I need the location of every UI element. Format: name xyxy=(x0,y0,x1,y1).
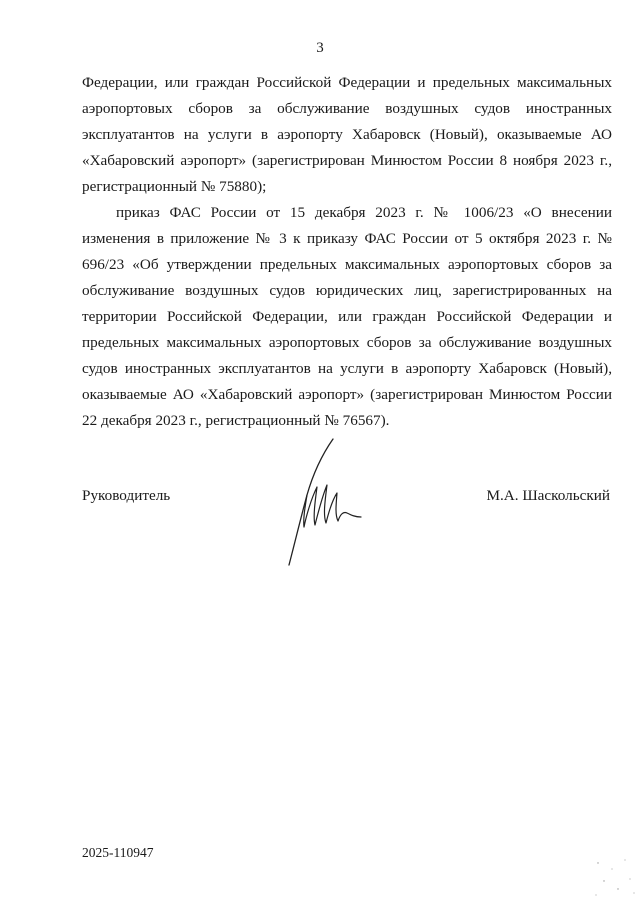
paragraph-continuation: Федерации, или граждан Российской Федерации и предельных максимальных аэропортовых сборов за обслуживание воздушных судов иностранных эксплуатантов на услуги в аэропорту Хабаровск (Новый), оказываемые АО «Хабаровский аэропорт» (зарегистрирован Минюстом России 8 ноября 2023 г., регистрационный № 75880); xyxy=(82,74,612,195)
document-body xyxy=(82,70,612,434)
handwritten-signature xyxy=(277,437,377,572)
page-number: 3 xyxy=(316,40,324,56)
signatory-title: Руководитель xyxy=(82,487,171,504)
signature-block xyxy=(82,487,612,577)
scan-artifact-dots xyxy=(590,851,640,901)
document-registration-number: 2025-110947 xyxy=(82,845,154,860)
signatory-name: М.А. Шаскольский xyxy=(486,487,610,504)
paragraph-order-reference: приказ ФАС России от 15 декабря 2023 г. № 1006/23 «О внесении изменения в приложение № 3 к приказу ФАС России от 5 октября 2023 г. № 696/23 «Об утверждении предельных максимальных аэропортовых сборов за обслуживание воздушных судов юридических лиц, зарегистрированных на территории Российской Федерации, или граждан Российской Федерации и предельных максимальных аэропортовых сборов за обслуживание воздушных судов иностранных эксплуатантов на услуги в аэропорту Хабаровск (Новый), оказываемые АО «Хабаровский аэропорт» (зарегистрирован Минюстом России 22 декабря 2023 г., регистрационный № 76567). xyxy=(82,204,612,429)
